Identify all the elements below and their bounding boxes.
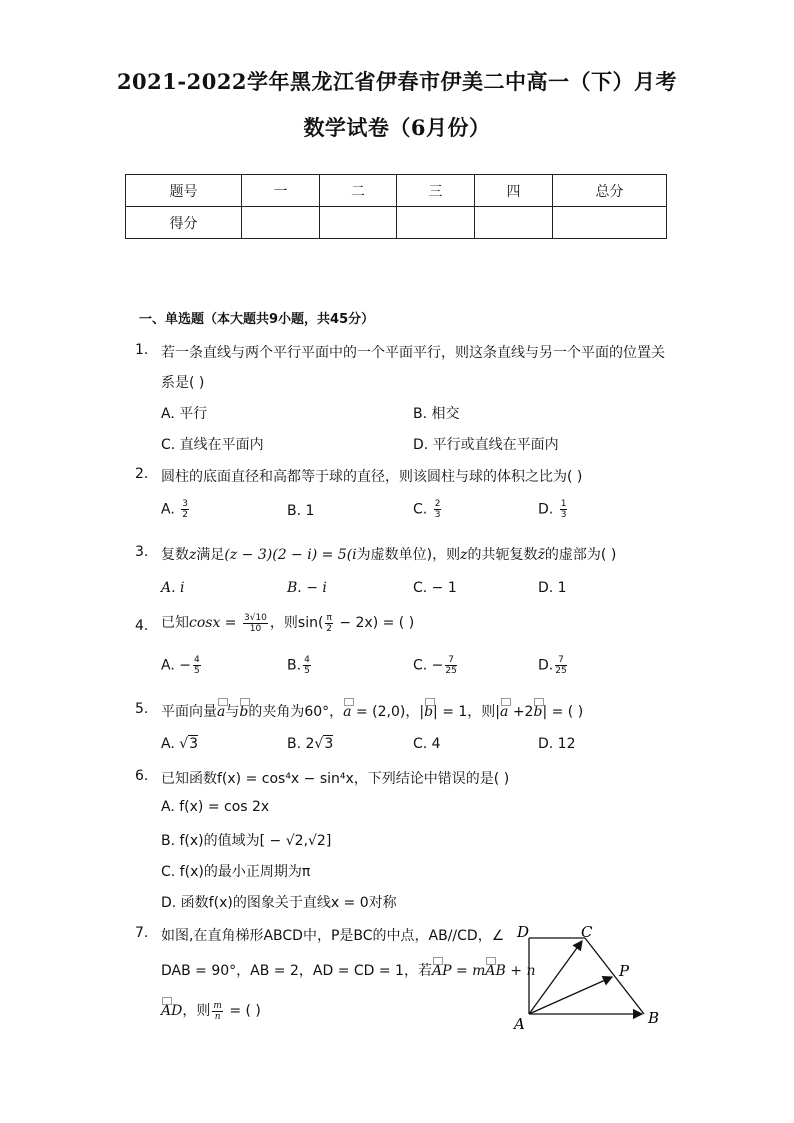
math-cosx: cosx: [189, 615, 221, 631]
option-c: C. 直线在平面内: [161, 437, 264, 453]
numerator: 1: [560, 499, 567, 509]
text-fragment: ，则sin(: [269, 615, 324, 631]
math-zbar: z̄: [537, 547, 545, 563]
denominator: 5: [193, 666, 200, 676]
score-header-cell: 三: [397, 175, 475, 207]
option-label: A.: [161, 736, 175, 752]
numerator: m: [213, 1000, 222, 1011]
point-label-d: D: [517, 923, 530, 941]
option-a: [161, 655, 203, 676]
text-fragment: 的虚部为( ): [544, 547, 617, 563]
fraction: [560, 499, 568, 520]
score-header-cell: 题号: [126, 175, 242, 207]
text-fragment: 复数: [161, 547, 189, 563]
vector-a: a: [343, 704, 352, 720]
text-fragment: 平面向量: [161, 704, 217, 720]
question-number: 1.: [135, 342, 149, 358]
option-d: D. 1: [538, 580, 567, 596]
score-header-cell: 二: [320, 175, 397, 207]
option-label: A.: [161, 501, 175, 518]
denominator: 25: [555, 666, 567, 676]
vector-a: a: [500, 704, 509, 720]
text-fragment: − 2x) = ( ): [334, 615, 415, 631]
fraction: [193, 655, 201, 676]
score-cell: [397, 207, 475, 239]
denominator: 5: [304, 666, 310, 676]
option-label: D.: [538, 657, 554, 674]
option-label: A. −: [161, 657, 191, 674]
question-number: 7.: [135, 925, 149, 941]
trapezoid-figure: [506, 922, 676, 1042]
fraction: [325, 613, 332, 634]
denominator: 25: [445, 666, 457, 676]
denominator: n: [214, 1011, 221, 1022]
point-label-p: P: [619, 962, 630, 980]
option-a: A. i: [161, 580, 185, 596]
option-b: [287, 655, 313, 676]
numerator: 4: [193, 655, 200, 665]
text-fragment: +2: [508, 704, 534, 720]
point-label-a: A: [514, 1015, 525, 1033]
option-a: A. 平行: [161, 406, 208, 422]
score-cell: [320, 207, 397, 239]
denominator: 10: [249, 623, 262, 634]
text-fragment: 的夹角为60°，: [248, 704, 344, 720]
score-cell: [475, 207, 553, 239]
score-table-header-row: [126, 175, 667, 207]
question-number: 4.: [135, 618, 149, 634]
numerator: 7: [445, 655, 456, 666]
radicand: 3: [189, 736, 199, 752]
question-1-text-line2: 系是( ): [161, 375, 205, 391]
vector-ap-arrow: [529, 977, 612, 1014]
option-c: [413, 499, 443, 520]
score-table: [125, 174, 667, 239]
option-d: [538, 655, 569, 676]
question-4-text: [161, 612, 414, 634]
vector-ac-arrow: [529, 941, 582, 1014]
option-b: B. − i: [287, 580, 327, 596]
text-fragment: 为虚数单位)，则: [356, 547, 461, 563]
question-number: 5.: [135, 701, 149, 717]
option-label: C. −: [413, 657, 444, 674]
point-label-c: C: [581, 923, 593, 941]
numerator: 4: [304, 655, 310, 665]
text-fragment: 已知: [161, 615, 189, 631]
question-number: 3.: [135, 544, 149, 560]
option-a: A. f(x) = cos 2x: [161, 799, 270, 815]
fraction: [303, 655, 311, 676]
text-fragment: | = 1，则|: [433, 704, 501, 720]
question-7-text-line2: [161, 960, 535, 980]
vector-ad: AD: [161, 1003, 183, 1019]
denominator: 3: [560, 510, 567, 520]
text-fragment: = ( ): [224, 1003, 261, 1019]
segment-cb: [585, 938, 644, 1014]
fraction: [181, 499, 189, 520]
option-d: [538, 499, 569, 520]
vector-b: b: [424, 704, 434, 720]
fraction: [434, 499, 442, 520]
vector-ab: AB: [485, 963, 506, 979]
math-z: z: [189, 547, 197, 563]
question-7-text-line1: 如图,在直角梯形ABCD中，P是BC的中点，AB//CD，∠: [161, 928, 505, 944]
numerator: 3√10: [244, 612, 267, 623]
option-a: [161, 499, 191, 520]
option-b: B. f(x)的值域为[ − √2,√2]: [161, 833, 332, 849]
vector-b: b: [239, 704, 249, 720]
section-heading: 一、单选题（本大题共9小题，共45分）: [139, 312, 375, 327]
fraction: [212, 1001, 223, 1022]
option-label: C.: [413, 501, 428, 518]
text-fragment: = (2,0)，|: [351, 704, 425, 720]
numerator: π: [326, 612, 332, 623]
question-2-text: 圆柱的底面直径和高都等于球的直径，则该圆柱与球的体积之比为( ): [161, 469, 583, 485]
vector-b: b: [533, 704, 543, 720]
option-b: B. 1: [287, 503, 315, 519]
denominator: 2: [326, 623, 333, 634]
text-fragment: 满足: [196, 547, 225, 563]
option-c: [413, 655, 459, 676]
numerator: 7: [555, 655, 566, 666]
text-fragment: + n: [505, 963, 536, 979]
option-d: D. 函数f(x)的图象关于直线x = 0对称: [161, 895, 397, 911]
text-fragment: 与: [225, 704, 240, 720]
question-7-text-line3: [161, 1000, 261, 1022]
text-fragment: ，则: [182, 1003, 211, 1019]
vector-ap: AP: [431, 963, 452, 979]
score-cell: [553, 207, 667, 239]
numerator: 2: [434, 499, 441, 509]
fraction: [555, 655, 566, 676]
radicand: 3: [324, 736, 334, 752]
math-expression: (z − 3)(2 − i) = 5(i: [224, 547, 357, 563]
question-5-text: [161, 701, 583, 721]
point-label-b: B: [648, 1009, 660, 1027]
option-a: A. √3: [161, 736, 199, 752]
option-c: C. 4: [413, 736, 441, 752]
score-header-cell: 总分: [553, 175, 667, 207]
question-6-text: 已知函数f(x) = cos⁴x − sin⁴x，下列结论中错误的是( ): [161, 771, 510, 787]
option-c: C. − 1: [413, 580, 457, 596]
fraction: [243, 613, 268, 634]
question-1-text-line1: 若一条直线与两个平行平面中的一个平面平行，则这条直线与另一个平面的位置关: [161, 345, 665, 361]
score-table-score-row: [126, 207, 667, 239]
question-number: 6.: [135, 768, 149, 784]
option-label: B.: [287, 657, 302, 674]
option-b: B. 相交: [413, 406, 460, 422]
math-z: z: [460, 547, 468, 563]
score-header-cell: 一: [242, 175, 320, 207]
question-3-text: [161, 544, 616, 564]
option-label: D.: [538, 501, 554, 518]
option-label: B. 2: [287, 736, 315, 752]
question-number: 2.: [135, 466, 149, 482]
text-fragment: =: [220, 615, 241, 631]
score-header-cell: 四: [475, 175, 553, 207]
exam-title-line2: 数学试卷（6月份）: [303, 115, 491, 140]
numerator: 3: [182, 499, 188, 509]
option-c: C. f(x)的最小正周期为π: [161, 864, 311, 880]
denominator: 2: [182, 510, 188, 520]
score-cell: [242, 207, 320, 239]
option-b: B. 2√3: [287, 736, 334, 752]
vector-a: a: [217, 704, 226, 720]
text-fragment: = m: [451, 963, 486, 979]
text-fragment: DAB = 90°，AB = 2，AD = CD = 1，若: [161, 963, 432, 979]
exam-title-line1: 2021-2022学年黑龙江省伊春市伊美二中高一（下）月考: [116, 69, 678, 94]
text-fragment: | = ( ): [542, 704, 584, 720]
score-row-label: 得分: [126, 207, 242, 239]
denominator: 3: [434, 510, 441, 520]
option-d: D. 平行或直线在平面内: [413, 437, 559, 453]
option-d: D. 12: [538, 736, 576, 752]
text-fragment: 的共轭复数: [467, 547, 538, 563]
fraction: [445, 655, 456, 676]
